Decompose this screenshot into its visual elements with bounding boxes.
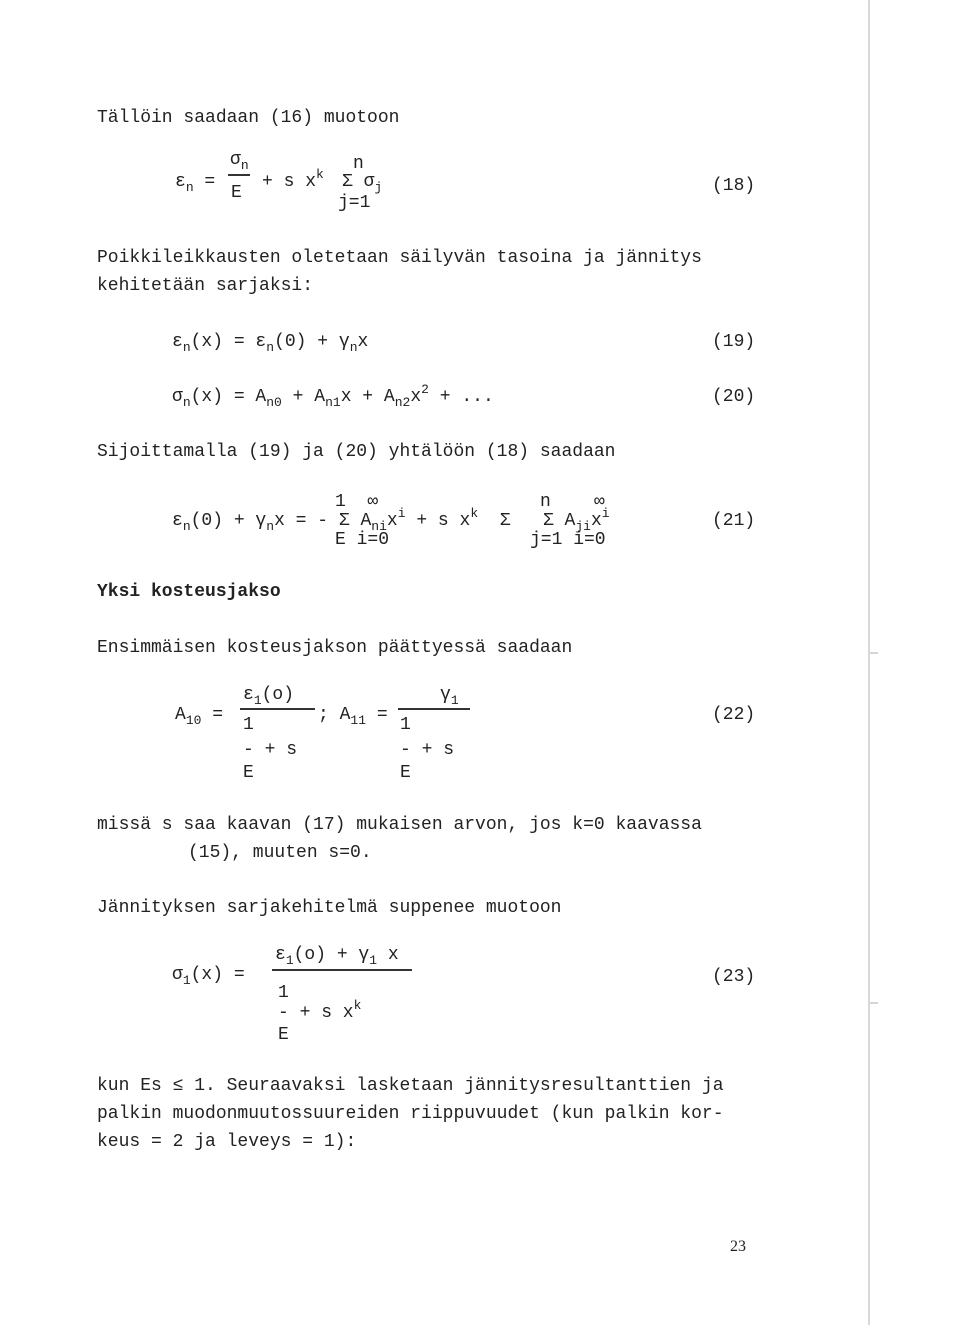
equation-number: (18) <box>712 176 756 196</box>
equation-number: (23) <box>712 967 756 987</box>
paragraph-series-line2: kehitetään sarjaksi: <box>97 276 314 296</box>
page-number: 23 <box>730 1238 746 1255</box>
equation-number: (19) <box>712 332 756 352</box>
paragraph-conclusion-line2: palkin muodonmuutossuureiden riippuvuudet (kun palkin kor- <box>97 1104 724 1124</box>
paragraph-where-s-line1: missä s saa kaavan (17) mukaisen arvon, jos k=0 kaavassa <box>97 815 702 835</box>
margin-tick <box>870 652 878 654</box>
paragraph-conclusion-line1: kun Es ≤ 1. Seuraavaksi lasketaan jännitysresultanttien ja <box>97 1076 724 1096</box>
paragraph-series-line1: Poikkileikkausten oletetaan säilyvän tasoina ja jännitys <box>97 248 702 268</box>
equation-number: (22) <box>712 705 756 725</box>
paragraph-conclusion-line3: keus = 2 ja leveys = 1): <box>97 1132 357 1152</box>
paragraph-substitution: Sijoittamalla (19) ja (20) yhtälöön (18) saadaan <box>97 442 616 462</box>
equation-number: (20) <box>712 387 756 407</box>
margin-tick <box>870 1002 878 1004</box>
document-page: Tällöin saadaan (16) muotoon $\sigma_n$ E $\varepsilon_n$ = + s $x^k$ n Σ $\sigma_j$ j=1 (18) Poikkileikkausten oletetaan säilyvän tasoina ja jännitys kehitetään sarjaksi: $\varepsilon_n(x) = \varepsilon_n(0) + \gamma_nx$ (19) $\sigma_n(x) = A_{n0} + A_{n1}x + A_{n2}x^2$ + ... (20) Sijoittamalla (19) ja (20) yhtälöön (18) saadaan 1 ∞ n ∞ $\varepsilon_n(0) + \gamma_nx$ = - Σ $A_{ni}x^i + s$ $x^k$ Σ Σ $A_{ji}x^i$ E i=0 j=1 i=0 (21) Yksi kosteusjakso Ensimmäisen kosteusjakson päättyessä saadaan $\varepsilon_1(o)$ $A_{10}$ = ; $A_{11}$ = 1 - + s E $\gamma_1$ 1 - + s E (22) missä s saa kaavan (17) mukaisen arvon, jos k=0 kaavassa (15), muuten s=0. Jännityksen sarjakehitelmä suppenee muotoon $\varepsilon_1(o) + \gamma_1$ x $\sigma_1(x)$ = 1 - + s $x^k$ E (23) kun Es ≤ 1. Seuraavaksi lasketaan jännitysresultanttien ja palkin muodonmuutossuureiden riippuvuudet (kun palkin kor- keus = 2 ja leveys = 1): 23 <box>0 0 960 1325</box>
equation-number: (21) <box>712 511 756 531</box>
margin-rule <box>868 0 870 1325</box>
paragraph-where-s-line2: (15), muuten s=0. <box>188 843 372 863</box>
paragraph-intro: Tällöin saadaan (16) muotoon <box>97 108 400 128</box>
section-heading: Yksi kosteusjakso <box>97 582 281 602</box>
paragraph-first-cycle: Ensimmäisen kosteusjakson päättyessä saadaan <box>97 638 573 658</box>
paragraph-stress-series: Jännityksen sarjakehitelmä suppenee muotoon <box>97 898 562 918</box>
